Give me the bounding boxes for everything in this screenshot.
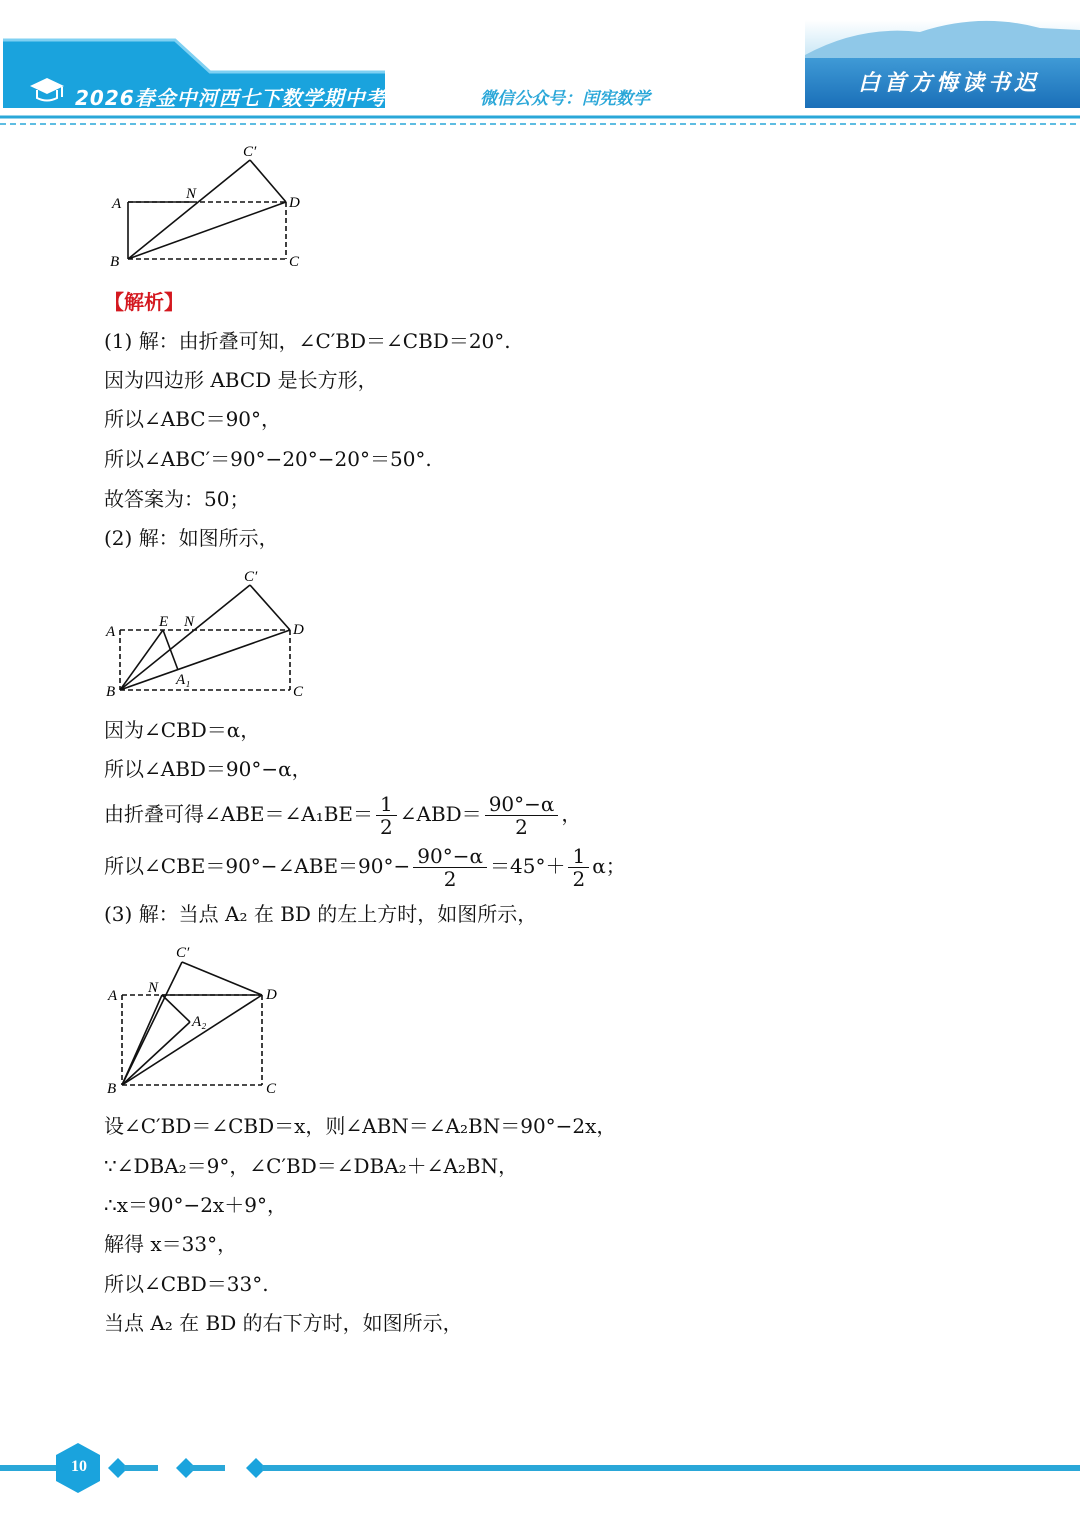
fig2-label-a: A: [106, 624, 116, 640]
part2-line4-text-b: ∠ABD＝: [399, 802, 482, 826]
part2-line5-text-a: 所以∠CBE＝90°−∠ABE＝90°−: [104, 854, 411, 878]
fig2-label-d: D: [293, 622, 304, 638]
figure-2: [100, 565, 320, 700]
part3-line1: (3) 解：当点 A₂ 在 BD 的左上方时，如图所示，: [104, 902, 538, 926]
part2-line3: 所以∠ABD＝90°−α，: [104, 757, 312, 781]
fig3-label-n: N: [148, 980, 159, 996]
part2-line5-text-b: ＝45°＋: [490, 854, 566, 878]
fig3-label-d: D: [266, 987, 277, 1003]
part2-line5-text-c: α；: [592, 854, 626, 878]
part2-line4-text-c: ，: [561, 802, 582, 826]
fig2-label-a1: A₁: [176, 672, 191, 688]
part2-line1: (2) 解：如图所示，: [104, 526, 279, 550]
part3-line7: 当点 A₂ 在 BD 的右下方时，如图所示，: [104, 1311, 463, 1335]
part1-line1: (1) 解：由折叠可知，∠C′BD＝∠CBD＝20°.: [104, 329, 511, 353]
part1-line2: 因为四边形 ABCD 是长方形，: [104, 368, 378, 392]
part2-line4: [104, 793, 581, 838]
fig2-label-e: E: [159, 614, 169, 630]
fraction-denominator: 2: [572, 867, 586, 891]
fig1-label-d: D: [289, 195, 300, 211]
part2-line2: 因为∠CBD＝α，: [104, 718, 261, 742]
header-wechat: 微信公众号：闰宪数学: [480, 89, 650, 109]
section-tag: 【解析】: [104, 290, 184, 314]
part1-line3: 所以∠ABC＝90°，: [104, 407, 282, 431]
part3-line3: ∵∠DBA₂＝9°，∠C′BD＝∠DBA₂＋∠A₂BN，: [104, 1154, 519, 1178]
part3-line4: ∴x＝90°−2x＋9°，: [104, 1193, 287, 1217]
fig3-label-c: C: [266, 1081, 277, 1097]
fraction-denominator: 2: [443, 867, 457, 891]
fig1-label-c: C: [289, 254, 300, 270]
fig1-label-b: B: [110, 254, 120, 270]
fraction-numerator: 90°−α: [413, 845, 487, 868]
fraction-denominator: 2: [515, 815, 528, 839]
fraction-angle: [485, 793, 559, 838]
fig3-label-a: A: [108, 988, 118, 1004]
fig3-label-c1: C′: [176, 945, 190, 961]
page-number: 10: [71, 1458, 87, 1475]
fraction-numerator: 1: [376, 793, 397, 816]
part3-line5: 解得 x＝33°，: [104, 1232, 238, 1256]
fig2-label-b: B: [106, 684, 116, 700]
fig3-label-a2: A₂: [192, 1014, 207, 1030]
fig2-label-c1: C′: [244, 569, 258, 585]
fraction-numerator: 90°−α: [485, 793, 559, 816]
fig1-label-a: A: [112, 196, 122, 212]
header-slogan: 白首方悔读书迟: [858, 71, 1041, 96]
part1-line5: 故答案为：50；: [104, 487, 250, 511]
fig3-label-b: B: [107, 1081, 117, 1097]
page-footer: [0, 1440, 1080, 1500]
part1-line4: 所以∠ABC′＝90°−20°−20°＝50°.: [104, 447, 432, 471]
fig1-label-c1: C′: [243, 144, 257, 160]
page-header: [0, 0, 1080, 130]
fraction-half: [568, 845, 589, 890]
part2-line5: [104, 845, 626, 890]
footer-decoration: [0, 1440, 1080, 1500]
figure-1: [100, 140, 320, 275]
part3-line2: 设∠C′BD＝∠CBD＝x，则∠ABN＝∠A₂BN＝90°−2x，: [104, 1114, 617, 1138]
part2-line4-text-a: 由折叠可得∠ABE＝∠A₁BE＝: [104, 802, 374, 826]
fraction-denominator: 2: [380, 815, 393, 839]
part3-line6: 所以∠CBD＝33°.: [104, 1272, 269, 1296]
fraction-numerator: 1: [568, 845, 589, 868]
header-title: 2026春金中河西七下数学期中考试: [75, 86, 408, 110]
fig1-label-n: N: [186, 186, 197, 202]
fig2-label-n: N: [184, 614, 195, 630]
figure-3: [100, 935, 320, 1100]
fig2-label-c: C: [293, 684, 304, 700]
fraction-angle: [413, 845, 487, 890]
fraction-half: [376, 793, 397, 838]
